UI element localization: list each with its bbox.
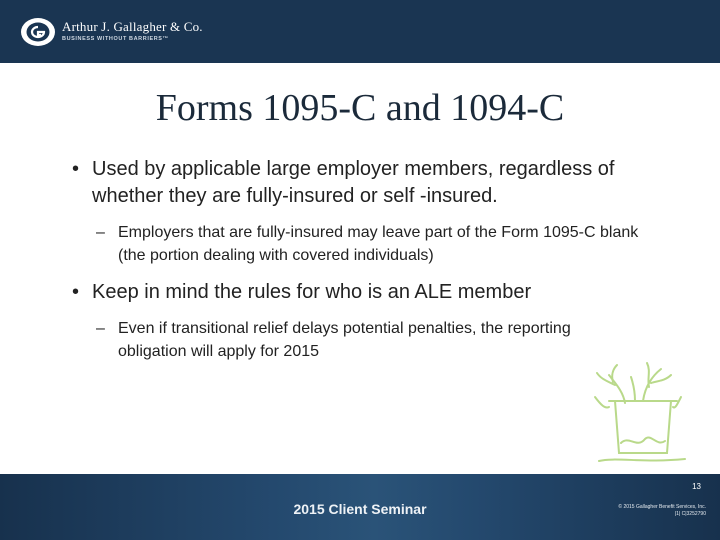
- bullet-item: [72, 156, 642, 210]
- dash-icon: –: [96, 224, 105, 241]
- page-number: 13: [692, 482, 701, 491]
- slide-content: [72, 156, 642, 363]
- header-bar: [0, 0, 720, 63]
- sub-bullet-item: [72, 318, 642, 363]
- document-id: |1| C|3252790: [674, 511, 706, 517]
- slide-title: Forms 1095-C and 1094-C: [155, 87, 565, 129]
- sub-bullet-text: Even if transitional relief delays potential penalties, the reporting obligation will apply for 2015: [118, 320, 571, 360]
- sub-bullet-text: Employers that are fully-insured may leave part of the Form 1095-C blank (the portion dealing with covered individuals): [118, 224, 639, 264]
- event-title-text: 2015 Client Seminar: [293, 501, 427, 517]
- event-title: [0, 501, 720, 517]
- sub-bullet-item: [72, 222, 642, 267]
- brand-name: Arthur J. Gallagher & Co.: [62, 19, 203, 34]
- bullet-dot-icon: •: [72, 281, 80, 303]
- gallagher-logo-icon: [20, 17, 56, 47]
- bullet-text: Used by applicable large employer members, regardless of whether they are fully-insured or self -insured.: [92, 158, 615, 207]
- brand-tagline: BUSINESS WITHOUT BARRIERS™: [62, 36, 169, 42]
- copyright-block: [618, 504, 706, 518]
- dash-icon: –: [96, 320, 105, 337]
- copyright-text: © 2015 Gallagher Benefit Services, Inc.: [618, 504, 706, 510]
- footer-bar: [0, 474, 720, 540]
- bullet-dot-icon: •: [72, 158, 80, 180]
- plant-pot-illustration-icon: [585, 355, 700, 470]
- bullet-item: [72, 279, 642, 306]
- bullet-text: Keep in mind the rules for who is an ALE member: [92, 281, 532, 303]
